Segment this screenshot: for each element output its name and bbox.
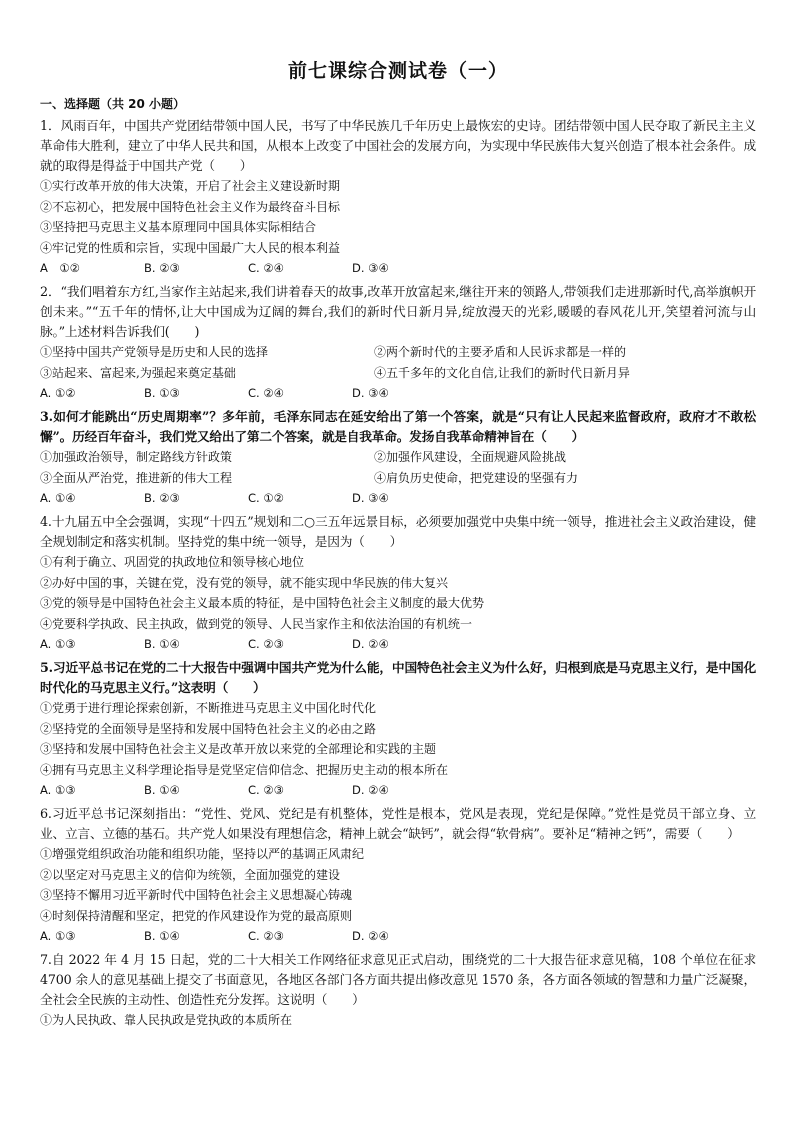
option-line: ②坚持党的全面领导是坚持和发展中国特色社会主义的必由之路 xyxy=(40,721,377,736)
answer-choices xyxy=(40,488,756,509)
question-stem: 4.十九届五中全会强调，实现“十四五”规划和二○三五年远景目标，必须要加强党中央集中统一领导，推进社会主义政治建设，健全规划制定和落实机制。坚持党的集中统一领导，是因为（ ） xyxy=(40,514,756,549)
question-3 xyxy=(40,407,756,509)
option-line: ③坚持不懈用习近平新时代中国特色社会主义思想凝心铸魂 xyxy=(40,888,353,902)
answer-choice-a[interactable]: A. ①③ xyxy=(40,637,76,651)
option-row xyxy=(40,447,756,468)
section-heading: 一、选择题（共 20 小题） xyxy=(40,97,186,111)
option-row xyxy=(40,342,756,363)
question-stem: 2．“我们唱着东方红,当家作主站起来,我们讲着春天的故事,改革开放富起来,继往开来的领路人,带领我们走进那新时代,高举旗帜开创未来。”“五千年的情怀,让大中国成为辽阔的舞台,我们的新时代日新月异,绽放漫天的光彩,暖暖的春风花儿开,笑望着河流与山脉。”上述材料告诉我们( ) xyxy=(40,284,756,339)
option-line: ③坚持和发展中国特色社会主义是改革开放以来党的全部理论和实践的主题 xyxy=(40,742,437,756)
answer-choices xyxy=(40,926,756,947)
page-title: 前七课综合测试卷（一） xyxy=(287,60,508,82)
option-line: ②办好中国的事，关键在党，没有党的领导，就不能实现中华民族的伟大复兴 xyxy=(40,575,449,590)
option-line: ④时刻保持清醒和坚定，把党的作风建设作为党的最高原则 xyxy=(40,908,353,923)
answer-choices xyxy=(40,383,756,404)
answer-choice-c[interactable]: C. ②④ xyxy=(248,386,284,400)
answer-choice-b[interactable]: B. ①④ xyxy=(144,929,180,943)
option-line: ④五千多年的文化自信,让我们的新时代日新月异 xyxy=(374,365,630,380)
answer-choice-d[interactable]: D. ③④ xyxy=(352,386,389,400)
answer-choice-b[interactable]: B. ①④ xyxy=(144,783,180,797)
answer-choice-a[interactable]: A. ①③ xyxy=(40,783,76,797)
option-line: ①加强政治领导，制定路线方针政策 xyxy=(40,450,233,464)
answer-choice-d[interactable]: D. ②④ xyxy=(352,783,389,797)
answer-choice-d[interactable]: D. ②④ xyxy=(352,637,389,651)
question-6 xyxy=(40,804,756,947)
question-7 xyxy=(40,950,756,1031)
question-stem: 6.习近平总书记深刻指出：“党性、党风、党纪是有机整体，党性是根本，党风是表现，党纪是保障。”党性是党员干部立身、立业、立言、立德的基石。共产党人如果没有理想信念，精神上就会“缺钙”，就会得“软骨病”。要补足“精神之钙”，需要（ ） xyxy=(40,806,756,841)
option-line: ②两个新时代的主要矛盾和人民诉求都是一样的 xyxy=(374,345,627,359)
option-line: ①为人民执政、靠人民执政是党执政的本质所在 xyxy=(40,1013,293,1027)
question-5 xyxy=(40,658,756,801)
answer-choice-a[interactable]: A. ①③ xyxy=(40,929,76,943)
option-line: ①增强党组织政治功能和组织功能，坚持以严的基调正风肃纪 xyxy=(40,847,365,861)
option-line: ②不忘初心，把发展中国特色社会主义作为最终奋斗目标 xyxy=(40,199,341,214)
exam-page xyxy=(40,56,756,1034)
answer-choice-d[interactable]: D. ③④ xyxy=(352,491,389,505)
option-row xyxy=(40,363,756,384)
answer-choices xyxy=(40,258,756,279)
option-line: ②以坚定对马克思主义的信仰为统领，全面加强党的建设 xyxy=(40,867,341,882)
option-line: ①坚持中国共产党领导是历史和人民的选择 xyxy=(40,345,269,359)
answer-choice-c[interactable]: C. ②③ xyxy=(248,783,284,797)
answer-choice-c[interactable]: C. ②③ xyxy=(248,929,284,943)
question-4 xyxy=(40,512,756,655)
answer-choices xyxy=(40,780,756,801)
answer-choice-d[interactable]: D. ③④ xyxy=(352,261,389,275)
option-line: ④肩负历史使命，把党建设的坚强有力 xyxy=(374,470,579,485)
option-line: ①党勇于进行理论探索创新，不断推进马克思主义中国化时代化 xyxy=(40,701,377,715)
answer-choice-a[interactable]: A ①② xyxy=(40,261,80,275)
answer-choice-b[interactable]: B. ①④ xyxy=(144,637,180,651)
answer-choice-c[interactable]: C. ①② xyxy=(248,491,284,505)
option-line: ②加强作风建设，全面规避风险挑战 xyxy=(374,450,567,464)
option-line: ③坚持把马克思主义基本原理同中国具体实际相结合 xyxy=(40,220,317,234)
option-line: ③全面从严治党，推进新的伟大工程 xyxy=(40,470,233,485)
option-row xyxy=(40,468,756,489)
option-line: ①实行改革开放的伟大决策，开启了社会主义建设新时期 xyxy=(40,179,341,193)
answer-choice-c[interactable]: C. ②④ xyxy=(248,261,284,275)
question-1 xyxy=(40,116,756,279)
answer-choice-b[interactable]: B. ②③ xyxy=(144,261,180,275)
question-stem: 5.习近平总书记在党的二十大报告中强调中国共产党为什么能，中国特色社会主义为什么好，归根到底是马克思主义行，是中国化时代化的马克思主义行。”这表明（ ） xyxy=(40,660,756,695)
answer-choice-b[interactable]: B. ②③ xyxy=(144,491,180,505)
option-line: ④拥有马克思主义科学理论指导是党坚定信仰信念、把握历史主动的根本所在 xyxy=(40,762,449,777)
answer-choice-a[interactable]: A. ①④ xyxy=(40,491,76,505)
question-2 xyxy=(40,282,756,404)
option-line: ①有利于确立、巩固党的执政地位和领导核心地位 xyxy=(40,555,305,569)
option-line: ④牢记党的性质和宗旨，实现中国最广大人民的根本利益 xyxy=(40,240,341,255)
option-line: ④党要科学执政、民主执政，做到党的领导、人民当家作主和依法治国的有机统一 xyxy=(40,616,473,631)
answer-choice-c[interactable]: C. ②③ xyxy=(248,637,284,651)
answer-choice-a[interactable]: A. ①② xyxy=(40,386,76,400)
option-line: ③党的领导是中国特色社会主义最本质的特征，是中国特色社会主义制度的最大优势 xyxy=(40,596,485,610)
question-stem: 7.自 2022 年 4 月 15 日起，党的二十大相关工作网络征求意见正式启动，围绕党的二十大报告征求意见稿，108 个单位在征求 4700 余人的意见基础上提交了书面意见，各地区各部门各方面共提出修改意见 1570 条，各方面各领域的智慧和力量广泛凝聚，全社会全民族的主动性、创造性充分发挥。这说明（ ） xyxy=(40,952,756,1007)
answer-choice-d[interactable]: D. ②④ xyxy=(352,929,389,943)
question-stem: 1．风雨百年，中国共产党团结带领中国人民，书写了中华民族几千年历史上最恢宏的史诗。团结带领中国人民夺取了新民主主义革命伟大胜利，建立了中华人民共和国，从根本上改变了中国社会的发展方向，为实现中华民族伟大复兴创造了根本社会条件。成就的取得是得益于中国共产党（ ） xyxy=(40,118,756,173)
answer-choices xyxy=(40,634,756,655)
option-line: ③站起来、富起来,为强起来奠定基础 xyxy=(40,365,236,380)
question-stem: 3.如何才能跳出“历史周期率”？多年前，毛泽东同志在延安给出了第一个答案，就是“只有让人民起来监督政府，政府才不敢松懈”。历经百年奋斗，我们党又给出了第二个答案，就是自我革命。发扬自我革命精神旨在（ ） xyxy=(40,409,756,444)
answer-choice-b[interactable]: B. ①③ xyxy=(144,386,180,400)
